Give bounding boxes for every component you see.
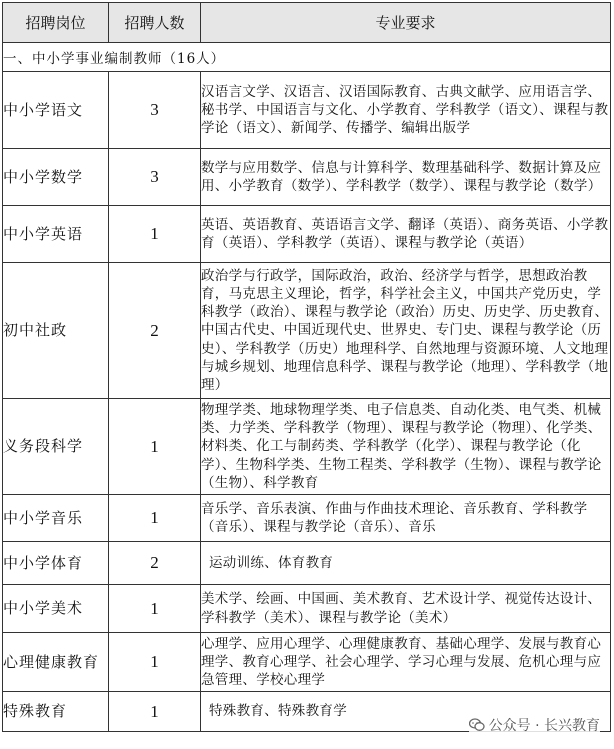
requirement-cell: 政治学与行政学，国际政治，政治、经济学与哲学，思想政治教育，马克思主义理论，哲学，科学社会主义，中国共产党历史，学科教学（政治）、课程与教学论（政治）历史、历史学、历史教育、中国古代史、中国近现代史、世界史、专门史、课程与教学论（历史）、学科教学（历史）地理科学、自然地理与资源环境、人文地理与城乡规划、地理信息科学、课程与教学论（地理）、学科教学（地理）	[201, 263, 611, 399]
requirement-cell: 英语、英语教育、英语语言文学、翻译（英语）、商务英语、小学教育（英语）、学科教学（英语）、课程与教学论（英语）	[201, 206, 611, 263]
position-cell: 义务段科学	[3, 399, 109, 495]
watermark-text: 公众号 · 长兴教育	[488, 718, 600, 734]
count-cell: 1	[109, 399, 201, 495]
count-cell: 1	[109, 585, 201, 633]
position-cell: 中小学美术	[3, 585, 109, 633]
requirement-cell: 运动训练、体育教育	[201, 542, 611, 585]
header-requirement: 专业要求	[201, 3, 611, 43]
count-cell: 2	[109, 542, 201, 585]
count-cell: 1	[109, 495, 201, 542]
position-cell: 中小学音乐	[3, 495, 109, 542]
table-row	[3, 495, 611, 542]
requirement-cell: 心理学、应用心理学、心理健康教育、基础心理学、发展与教育心理学、教育心理学、社会心理学、学习心理与发展、危机心理与应急管理、学校心理学	[201, 633, 611, 692]
count-cell: 1	[109, 692, 201, 732]
table-row	[3, 585, 611, 633]
section-row	[3, 43, 611, 72]
count-cell: 1	[109, 633, 201, 692]
table-row	[3, 542, 611, 585]
position-cell: 中小学英语	[3, 206, 109, 263]
table-row	[3, 399, 611, 495]
count-cell: 2	[109, 263, 201, 399]
header-count: 招聘人数	[109, 3, 201, 43]
position-cell: 中小学体育	[3, 542, 109, 585]
header-position: 招聘岗位	[3, 3, 109, 43]
table-row	[3, 149, 611, 206]
position-cell: 初中社政	[3, 263, 109, 399]
position-cell: 心理健康教育	[3, 633, 109, 692]
wechat-icon	[469, 718, 485, 732]
count-cell: 3	[109, 72, 201, 149]
table-row	[3, 72, 611, 149]
requirement-cell: 特殊教育、特殊教育学	[201, 692, 611, 732]
position-cell: 特殊教育	[3, 692, 109, 732]
requirement-cell: 数学与应用数学、信息与计算科学、数理基础科学、数据计算及应用、小学教育（数学）、学科教学（数学）、课程与教学论（数学）	[201, 149, 611, 206]
section-title: 一、中小学事业编制教师（16人）	[3, 43, 611, 72]
position-cell: 中小学语文	[3, 72, 109, 149]
requirement-cell: 汉语言文学、汉语言、汉语国际教育、古典文献学、应用语言学、秘书学、中国语言与文化、小学教育、学科教学（语文）、课程与教学论（语文）、新闻学、传播学、编辑出版学	[201, 72, 611, 149]
table-row	[3, 633, 611, 692]
header-row	[3, 3, 611, 43]
count-cell: 1	[109, 206, 201, 263]
recruitment-table	[2, 2, 611, 732]
count-cell: 3	[109, 149, 201, 206]
table-row	[3, 263, 611, 399]
requirement-cell: 美术学、绘画、中国画、美术教育、艺术设计学、视觉传达设计、学科教学（美术）、课程与教学论（美术）	[201, 585, 611, 633]
requirement-cell: 音乐学、音乐表演、作曲与作曲技术理论、音乐教育、学科教学（音乐）、课程与教学论（音乐）、音乐	[201, 495, 611, 542]
watermark	[469, 715, 600, 735]
requirement-cell: 物理学类、地球物理学类、电子信息类、自动化类、电气类、机械类、力学类、学科教学（物理）、课程与教学论（物理）、化学类、材料类、化工与制药类、学科教学（化学）、课程与教学论（化学）、生物科学类、生物工程类、学科教学（生物）、课程与教学论（生物）、科学教育	[201, 399, 611, 495]
table-row	[3, 206, 611, 263]
position-cell: 中小学数学	[3, 149, 109, 206]
